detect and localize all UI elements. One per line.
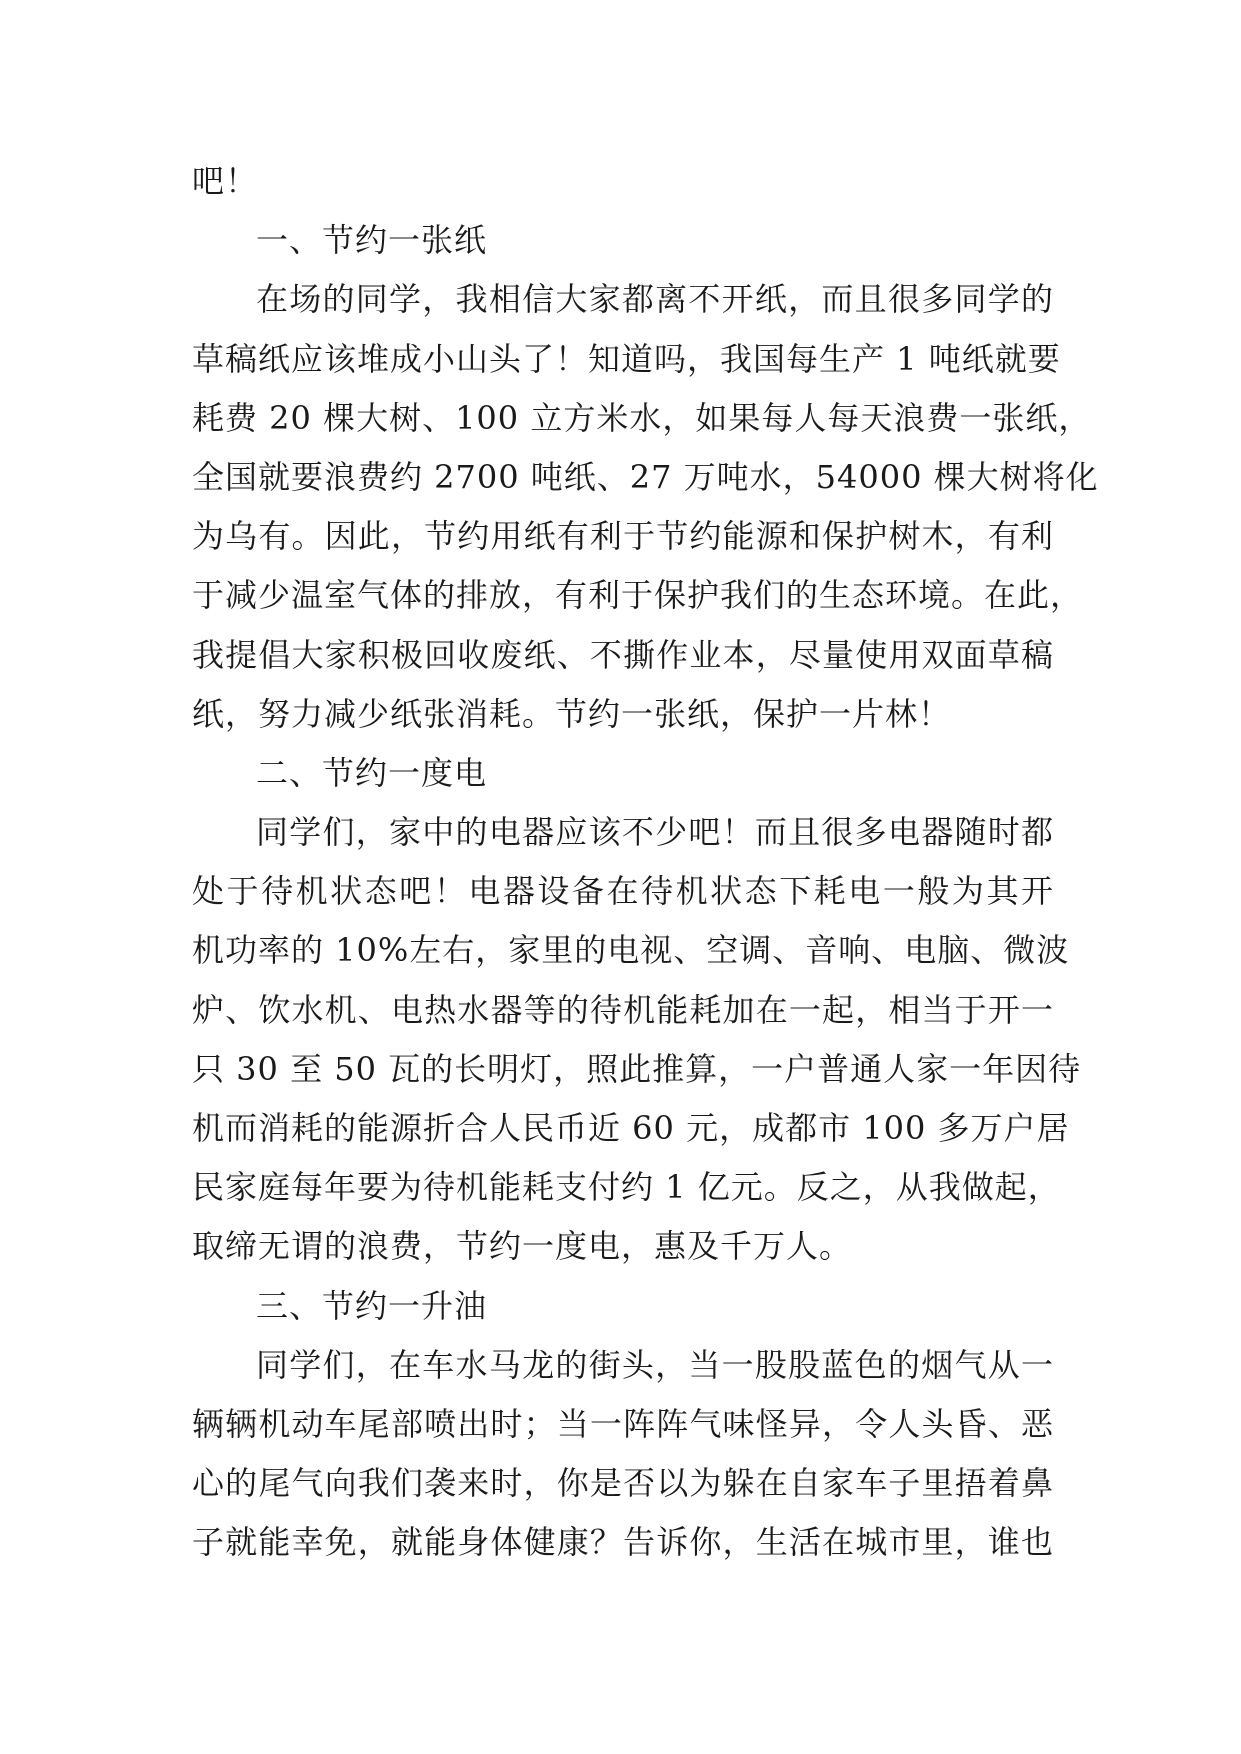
text-line: 于减少温室气体的排放，有利于保护我们的生态环境。在此， <box>192 576 1084 615</box>
section-heading: 一、节约一张纸 <box>256 221 488 260</box>
text-line: 纸，努力减少纸张消耗。节约一张纸，保护一片林！ <box>192 694 952 733</box>
text-line: 全国就要浪费约 2700 吨纸、27 万吨水，54000 棵大树将化 <box>192 457 1099 496</box>
document-body <box>192 152 1099 1573</box>
text-line: 吧！ <box>192 162 259 200</box>
text-line: 心的尾气向我们袭来时，你是否以为躲在自家车子里捂着鼻 <box>192 1464 1054 1503</box>
text-line: 炉、饮水机、电热水器等的待机能耗加在一起，相当于开一 <box>192 990 1054 1029</box>
text-line: 只 30 至 50 瓦的长明灯，照此推算，一户普通人家一年因待 <box>192 1049 1082 1088</box>
text-line: 耗费 20 棵大树、100 立方米水，如果每人每天浪费一张纸， <box>192 398 1092 437</box>
text-line: 草稿纸应该堆成小山头了！知道吗，我国每生产 1 吨纸就要 <box>192 339 1061 378</box>
text-line: 民家庭每年要为待机能耗支付约 1 亿元。反之，从我做起， <box>192 1168 1061 1207</box>
text-line: 处于待机状态吧！电器设备在待机状态下耗电一般为其开 <box>192 872 1054 911</box>
text-line: 取缔无谓的浪费，节约一度电，惠及千万人。 <box>192 1227 853 1266</box>
text-line: 机功率的 10%左右，家里的电视、空调、音响、电脑、微波 <box>192 931 1070 970</box>
text-line: 在场的同学，我相信大家都离不开纸，而且很多同学的 <box>256 280 1054 319</box>
text-line: 子就能幸免，就能身体健康？告诉你，生活在城市里，谁也 <box>192 1523 1054 1562</box>
section-heading: 二、节约一度电 <box>256 753 488 792</box>
text-line: 同学们，在车水马龙的街头，当一股股蓝色的烟气从一 <box>256 1345 1054 1384</box>
text-line: 机而消耗的能源折合人民币近 60 元，成都市 100 多万户居 <box>192 1109 1070 1147</box>
section-heading: 三、节约一升油 <box>256 1286 488 1325</box>
text-line: 辆辆机动车尾部喷出时；当一阵阵气味怪异，令人头昏、恶 <box>192 1404 1054 1443</box>
text-line: 同学们，家中的电器应该不少吧！而且很多电器随时都 <box>256 813 1054 852</box>
text-line: 我提倡大家积极回收废纸、不撕作业本，尽量使用双面草稿 <box>192 635 1054 674</box>
text-line: 为乌有。因此，节约用纸有利于节约能源和保护树木，有利 <box>192 517 1054 556</box>
